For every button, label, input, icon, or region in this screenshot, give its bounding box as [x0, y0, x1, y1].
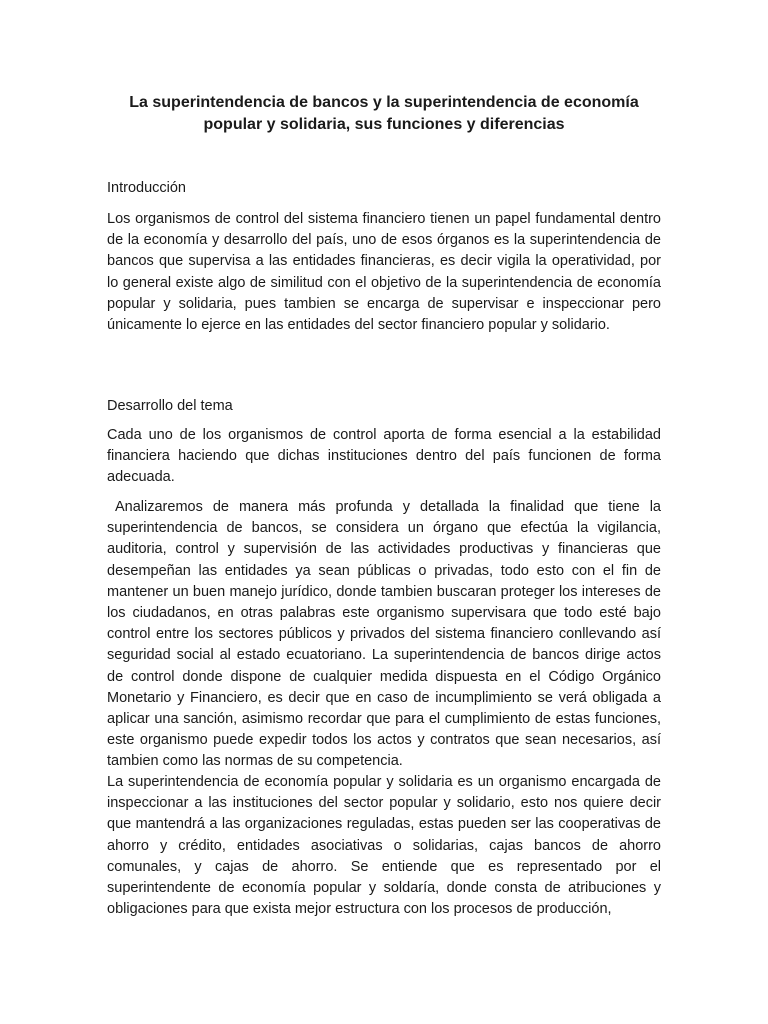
paragraph-desarrollo-1: Cada uno de los organismos de control aporta de forma esencial a la estabilidad financiera haciendo que dichas instituciones dentro del país funcionen de forma adecuada. [107, 427, 661, 486]
section-heading-introduccion: Introducción [107, 180, 186, 196]
paragraph-desarrollo-3: La superintendencia de economía popular y solidaria es un organismo encargada de inspeccionar a las instituciones del sector popular y solidario, esto nos quiere decir que mantendrá a las organizaciones reguladas, estas pueden ser las cooperativas de ahorro y crédito, entidades asociativas o solidarias, cajas bancos de ahorro comunales, y cajas de ahorro. Se entiende que es representado por el superintendente de economía popular y soldaría, donde consta de atribuciones y obligaciones para que exista mejor estructura con los procesos de producción, [107, 774, 661, 918]
document-title: La superintendencia de bancos y la superintendencia de economía popular y solidaria, sus funciones y diferencias [129, 94, 639, 133]
paragraph-introduccion: Los organismos de control del sistema financiero tienen un papel fundamental dentro de la economía y desarrollo del país, uno de esos órganos es la superintendencia de bancos que supervisa a las entidades financieras, es decir vigila la operatividad, por lo general existe algo de similitud con el objetivo de la superintendencia de economía popular y solidaria, pues tambien se encarga de supervisar e inspeccionar pero únicamente lo ejerce en las entidades del sector financiero popular y solidario. [107, 211, 661, 334]
section-heading-desarrollo: Desarrollo del tema [107, 398, 233, 414]
paragraph-desarrollo-2: Analizaremos de manera más profunda y detallada la finalidad que tiene la superintendencia de bancos, se considera un órgano que efectúa la vigilancia, auditoria, control y supervisión de las actividades productivas y financieras que desempeñan las entidades ya sean públicas o privadas, todo esto con el fin de mantener un buen manejo jurídico, donde tambien buscaran proteger los intereses de los ciudadanos, en otras palabras este organismo supervisara que todo esté bajo control entre los sectores públicos y privados del sistema financiero conllevando así seguridad social al estado ecuatoriano. La superintendencia de bancos dirige actos de control donde dispone de cualquier medida dispuesta en el Código Orgánico Monetario y Financiero, es decir que en caso de incumplimiento se verá obligada a aplicar una sanción, asimismo recordar que para el cumplimiento de estas funciones, este organismo puede expedir todos los actos y contratos que sean necesarios, así tambien como las normas de su competencia. [107, 499, 661, 770]
